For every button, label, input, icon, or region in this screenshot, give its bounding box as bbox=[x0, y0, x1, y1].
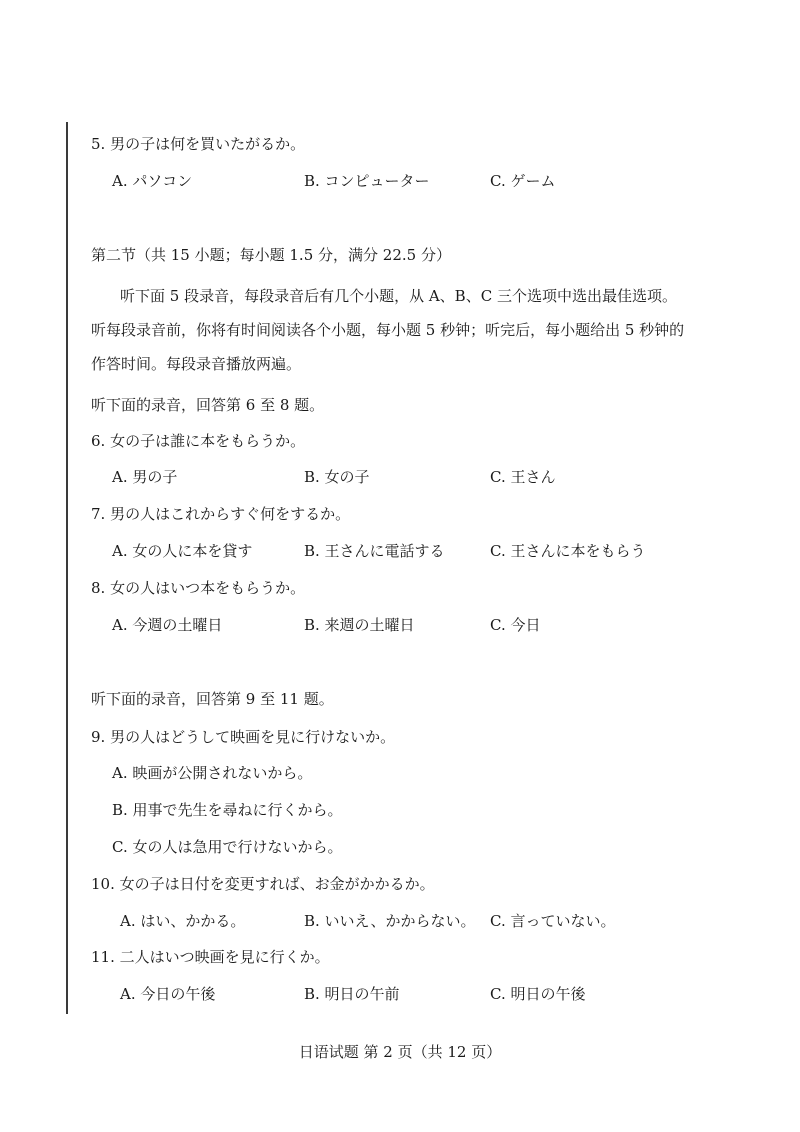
q8-option-a: A. 今週の土曜日 bbox=[112, 616, 223, 634]
q5-option-a: A. パソコン bbox=[112, 172, 193, 190]
q7-option-c: C. 王さんに本をもらう bbox=[490, 542, 646, 560]
q9-option-b: B. 用事で先生を尋ねに行くから。 bbox=[112, 801, 343, 819]
q10-option-b: B. いいえ、かからない。 bbox=[304, 912, 476, 930]
q8-option-c: C. 今日 bbox=[490, 616, 541, 634]
q11-option-a: A. 今日の午後 bbox=[120, 985, 216, 1003]
q11-option-b: B. 明日の午前 bbox=[304, 985, 400, 1003]
q5-option-c: C. ゲーム bbox=[490, 172, 556, 190]
section-heading: 第二节（共 15 小题；每小题 1.5 分，满分 22.5 分） bbox=[91, 246, 451, 264]
q6-option-b: B. 女の子 bbox=[304, 468, 370, 486]
group-intro-6-8: 听下面的录音，回答第 6 至 8 题。 bbox=[91, 396, 325, 414]
q9-option-c: C. 女の人は急用で行けないから。 bbox=[112, 838, 343, 856]
group-intro-9-11: 听下面的录音，回答第 9 至 11 题。 bbox=[91, 690, 334, 708]
q5-option-b: B. コンピューター bbox=[304, 172, 430, 190]
q6-option-c: C. 王さん bbox=[490, 468, 556, 486]
question-7: 7. 男の人はこれからすぐ何をするか。 bbox=[91, 505, 351, 523]
instructions-line-3: 作答时间。每段录音播放两遍。 bbox=[91, 355, 302, 373]
instructions-line-1: 听下面 5 段录音，每段录音后有几个小题，从 A、B、C 三个选项中选出最佳选项。 bbox=[120, 287, 677, 305]
question-6: 6. 女の子は誰に本をもらうか。 bbox=[91, 432, 306, 450]
instructions-line-2: 听每段录音前，你将有时间阅读各个小题，每小题 5 秒钟；听完后，每小题给出 5 秒钟的 bbox=[91, 321, 685, 339]
q10-option-c: C. 言っていない。 bbox=[490, 912, 616, 930]
question-5: 5. 男の子は何を買いたがるか。 bbox=[91, 135, 306, 153]
q6-option-a: A. 男の子 bbox=[112, 468, 178, 486]
q9-option-a: A. 映画が公開されないから。 bbox=[112, 764, 313, 782]
q11-option-c: C. 明日の午後 bbox=[490, 985, 586, 1003]
question-10: 10. 女の子は日付を変更すれば、お金がかかるか。 bbox=[91, 875, 435, 893]
page-footer: 日语试题 第 2 页（共 12 页） bbox=[298, 1043, 502, 1061]
question-8: 8. 女の人はいつ本をもらうか。 bbox=[91, 579, 306, 597]
q10-option-a: A. はい、かかる。 bbox=[120, 912, 246, 930]
q7-option-a: A. 女の人に本を貸す bbox=[112, 542, 253, 560]
q7-option-b: B. 王さんに電話する bbox=[304, 542, 445, 560]
question-9: 9. 男の人はどうして映画を見に行けないか。 bbox=[91, 728, 396, 746]
margin-rule bbox=[66, 122, 68, 1014]
q8-option-b: B. 来週の土曜日 bbox=[304, 616, 415, 634]
question-11: 11. 二人はいつ映画を見に行くか。 bbox=[91, 948, 330, 966]
